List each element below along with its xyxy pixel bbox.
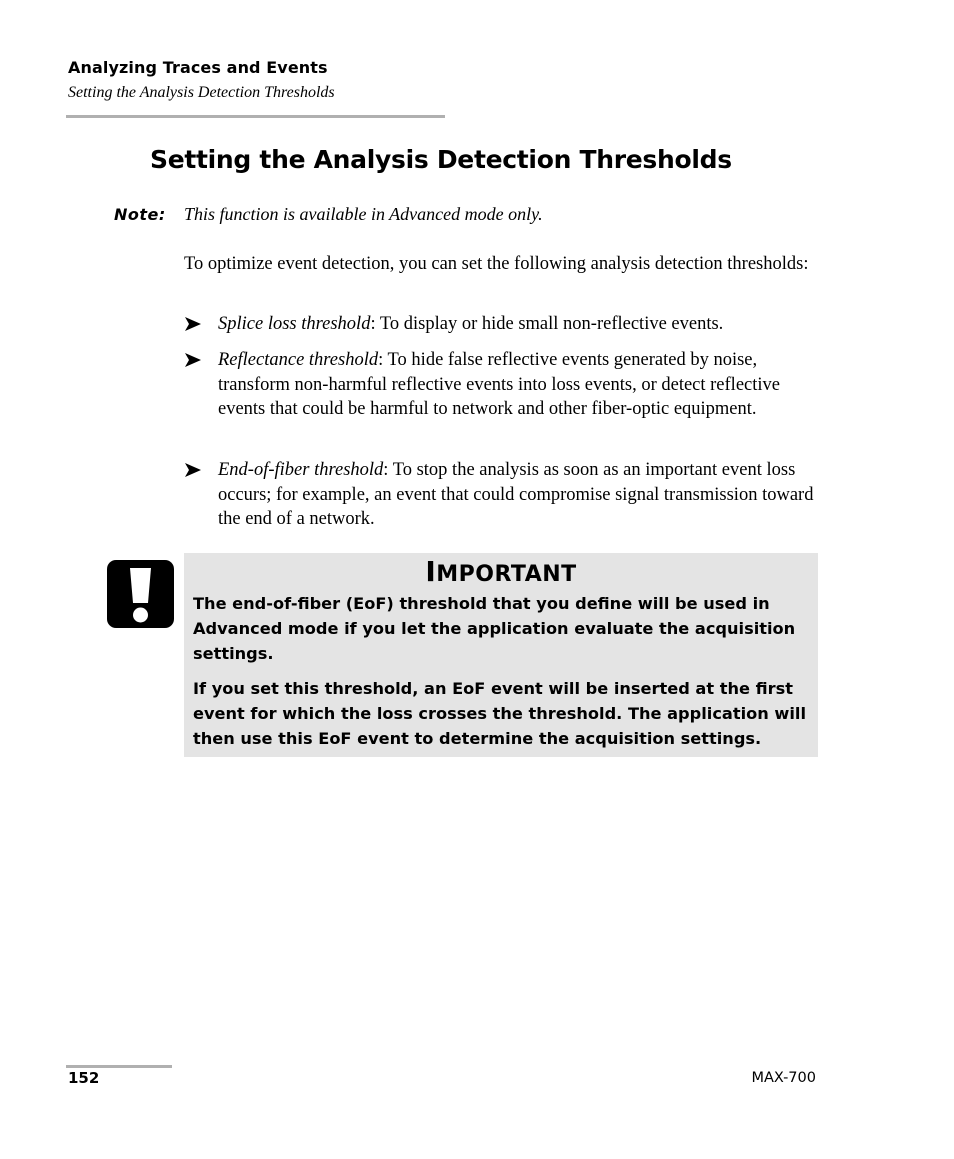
running-header: [68, 58, 335, 102]
header-rule: [66, 115, 445, 118]
bullet-term: End-of-fiber threshold: [218, 460, 384, 480]
bullet-text: : To stop the analysis as soon as an important event loss occurs; for example, an event that could compromise signal transmission toward the end of a network.: [218, 460, 814, 530]
bullet-text: : To display or hide small non-reflective events.: [370, 314, 724, 334]
important-paragraph: If you set this threshold, an EoF event will be inserted at the first event for which the loss crosses the threshold. The application will then use this EoF event to determine the acquisition settings.: [193, 679, 807, 748]
bullet-text: : To hide false reflective events generated by noise, transform non-harmful reflective events into loss events, or detect reflective events that could be harmful to network and other fiber-optic equipment.: [218, 350, 780, 420]
product-name: MAX-700: [751, 1070, 816, 1086]
exclamation-warning-icon: [107, 560, 174, 628]
note-label: Note:: [114, 205, 166, 224]
bullet-term: Reflectance threshold: [218, 350, 379, 370]
important-title: [184, 555, 818, 588]
footer-rule: [66, 1065, 172, 1068]
arrowhead-bullet-icon: [184, 352, 202, 368]
arrowhead-bullet-icon: [184, 316, 202, 332]
page-number: 152: [68, 1069, 100, 1087]
page-heading: Setting the Analysis Detection Thresholds: [150, 145, 732, 174]
chapter-title: Analyzing Traces and Events: [68, 58, 328, 77]
bullet-term: Splice loss threshold: [218, 314, 371, 334]
note-text: This function is available in Advanced mode only.: [184, 204, 543, 224]
important-paragraph: The end-of-fiber (EoF) threshold that you define will be used in Advanced mode if you let the application evaluate the acquisition settings.: [193, 594, 796, 663]
arrowhead-bullet-icon: [184, 462, 202, 478]
section-subtitle: Setting the Analysis Detection Thresholds: [68, 84, 335, 101]
important-title-rest: MPORTANT: [436, 562, 577, 587]
important-callout: [184, 553, 818, 757]
important-title-initial: I: [425, 555, 437, 588]
intro-paragraph: To optimize event detection, you can set the following analysis detection thresholds:: [184, 254, 809, 274]
